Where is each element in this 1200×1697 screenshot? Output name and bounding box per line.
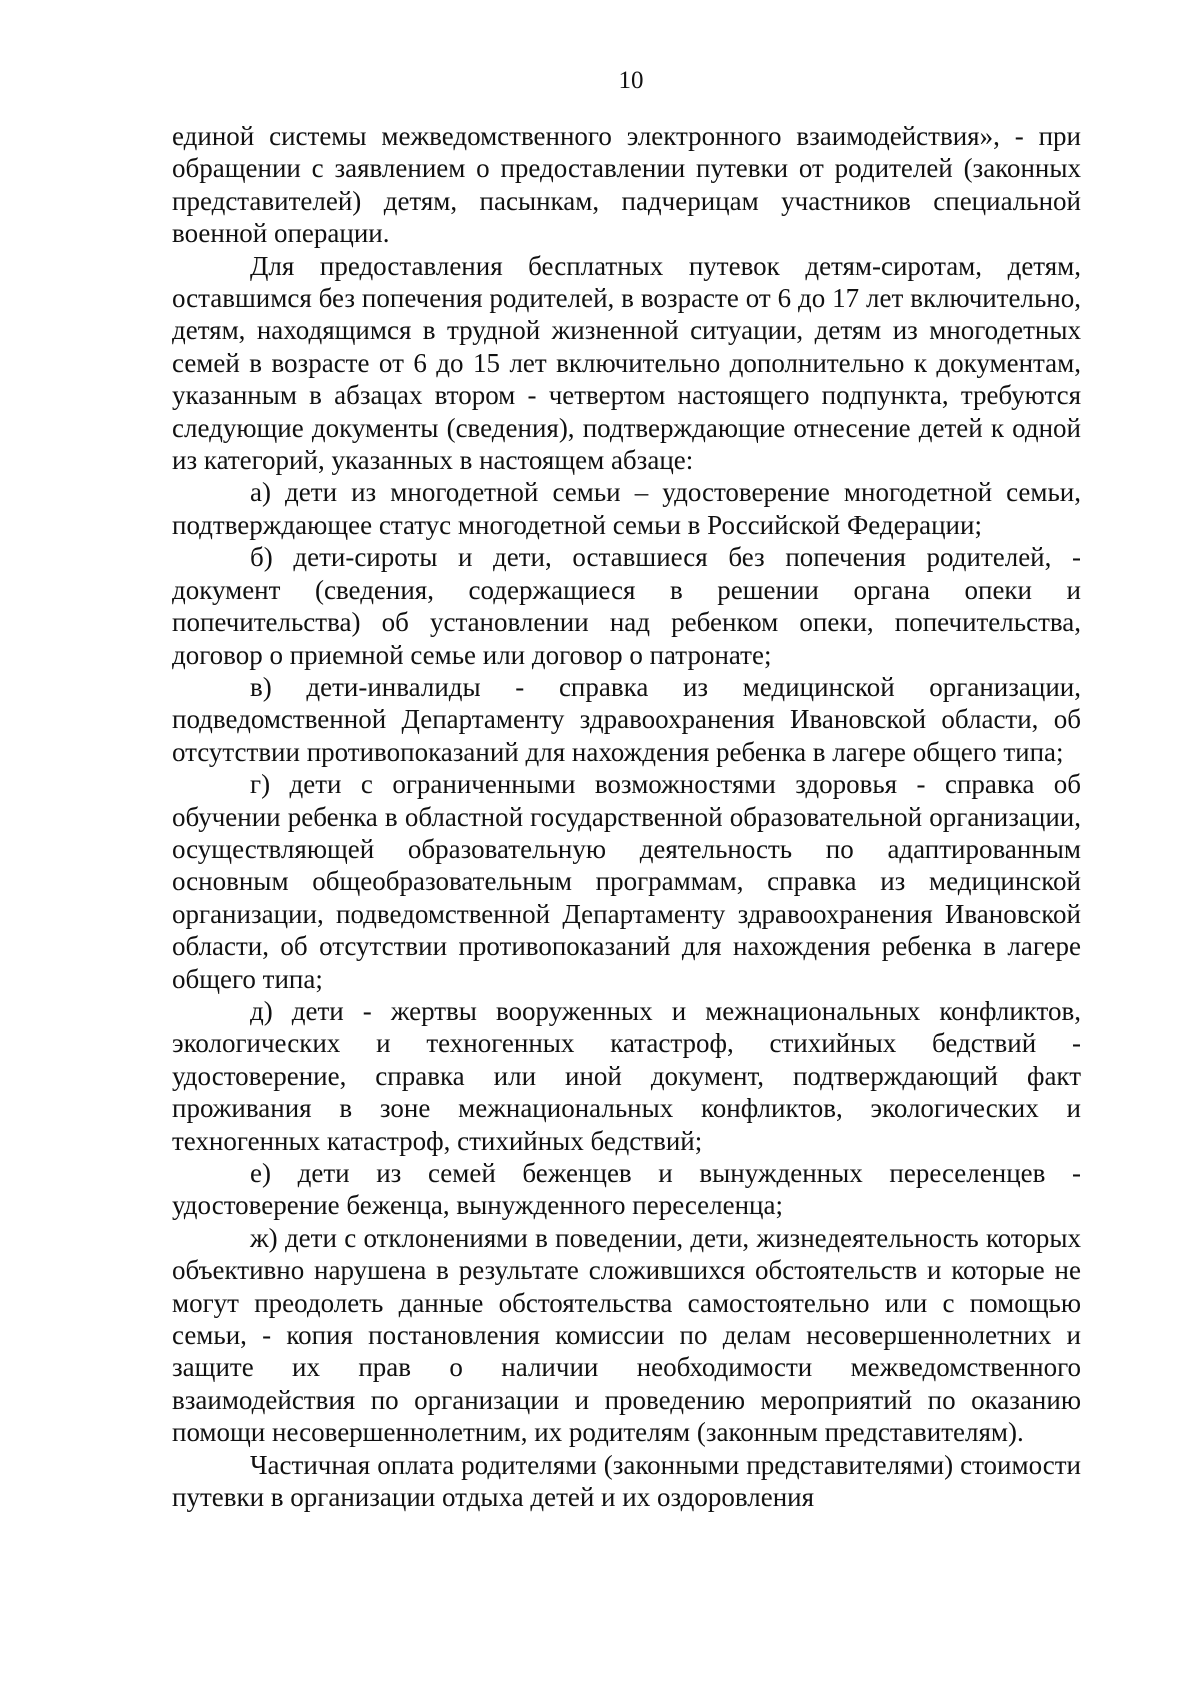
document-body [172,120,1081,1513]
paragraph-item-a: а) дети из многодетной семьи – удостоверение многодетной семьи, подтверждающее статус многодетной семьи в Российской Федерации; [172,477,1081,540]
paragraph-item-b: б) дети-сироты и дети, оставшиеся без попечения родителей, - документ (сведения, содержащиеся в решении органа опеки и попечительства) об установлении над ребенком опеки, попечительства, договор о приемной семье или договор о патронате; [172,542,1081,670]
paragraph-item-zh: ж) дети с отклонениями в поведении, дети, жизнедеятельность которых объективно нарушена в результате сложившихся обстоятельств и которые не могут преодолеть данные обстоятельства самостоятельно или с помощью семьи, - копия постановления комиссии по делам несовершеннолетних и защите их прав о наличии необходимости межведомственного взаимодействия по организации и проведению мероприятий по оказанию помощи несовершеннолетним, их родителям (законным представителям). [172,1222,1081,1448]
paragraph-item-d: д) дети - жертвы вооруженных и межнациональных конфликтов, экологических и техногенных катастроф, стихийных бедствий - удостоверение, справка или иной документ, подтверждающий факт проживания в зоне межнациональных конфликтов, экологических и техногенных катастроф, стихийных бедствий; [172,995,1081,1156]
paragraph-continuation: единой системы межведомственного электронного взаимодействия», - при обращении с заявлением о предоставлении путевки от родителей (законных представителей) детям, пасынкам, падчерицам участников специальной военной операции. [172,121,1081,249]
paragraph-partial-payment: Частичная оплата родителями (законными представителями) стоимости путевки в организации отдыха детей и их оздоровления [172,1449,1081,1513]
paragraph-free-vouchers: Для предоставления бесплатных путевок детям-сиротам, детям, оставшимся без попечения родителей, в возрасте от 6 до 17 лет включительно, детям, находящимся в трудной жизненной ситуации, детям из многодетных семей в возрасте от 6 до 15 лет включительно дополнительно к документам, указанным в абзацах втором - четвертом настоящего подпункта, требуются следующие документы (сведения), подтверждающие отнесение детей к одной из категорий, указанных в настоящем абзаце: [172,250,1081,476]
page-number: 10 [618,67,644,94]
paragraph-item-g: г) дети с ограниченными возможностями здоровья - справка об обучении ребенка в областной государственной образовательной организации, осуществляющей образовательную деятельность по адаптированным основным общеобразовательным программам, справка из медицинской организации, подведомственной Департаменту здравоохранения Ивановской области, об отсутствии противопоказаний для нахождения ребенка в лагере общего типа; [172,769,1081,994]
paragraph-item-v: в) дети-инвалиды - справка из медицинской организации, подведомственной Департаменту здравоохранения Ивановской области, об отсутствии противопоказаний для нахождения ребенка в лагере общего типа; [172,671,1081,767]
paragraph-item-e: е) дети из семей беженцев и вынужденных переселенцев - удостоверение беженца, вынужденного переселенца; [172,1158,1081,1221]
